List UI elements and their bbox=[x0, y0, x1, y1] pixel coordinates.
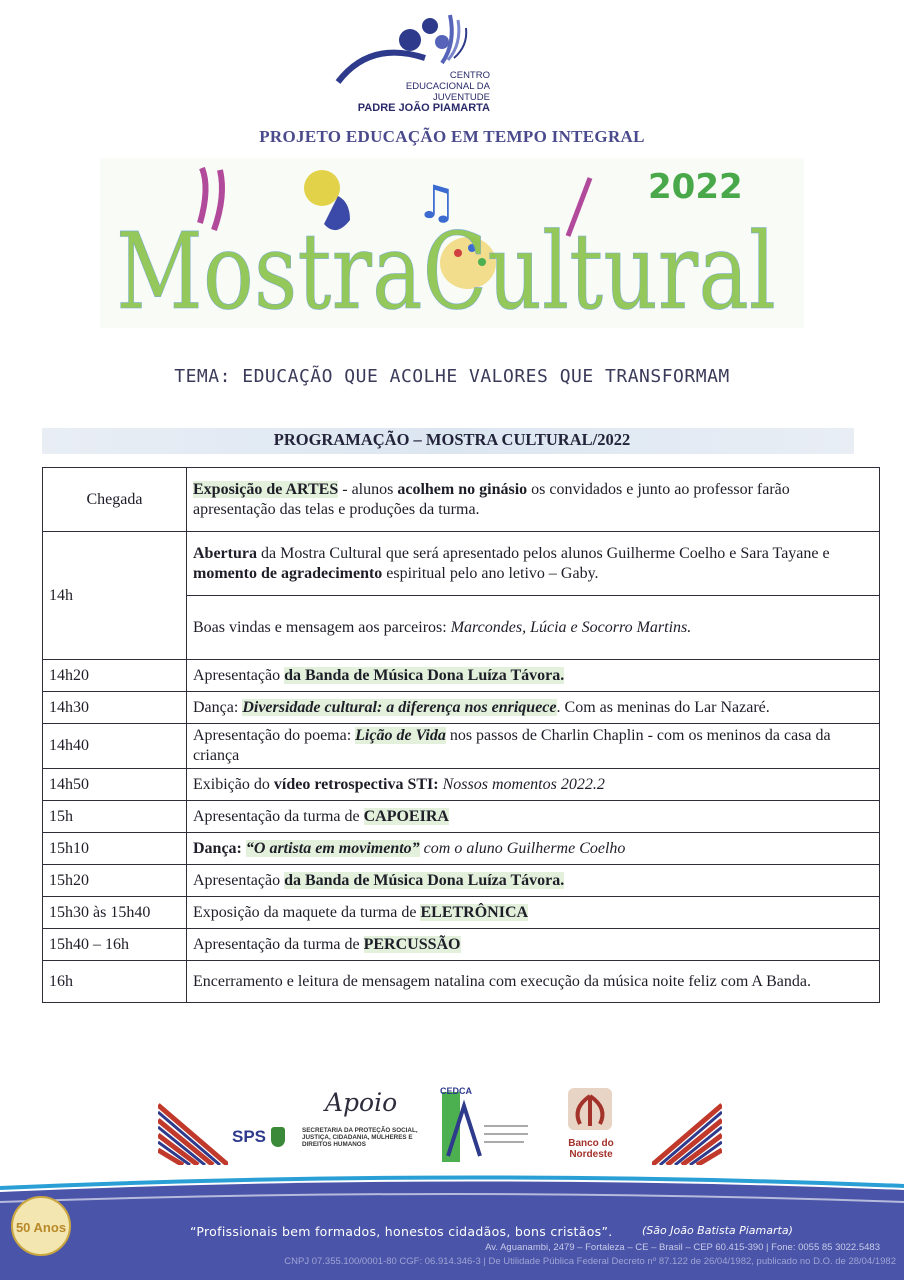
theme-line: TEMA: EDUCAÇÃO QUE ACOLHE VALORES QUE TRANSFORMAM bbox=[174, 366, 730, 387]
activity-highlight: da Banda de Música Dona Luíza Távora. bbox=[284, 871, 565, 889]
activity-text: nos passos de Charlin Chaplin - com os meninos da casa da criança bbox=[193, 727, 831, 764]
activity-highlight bbox=[242, 699, 556, 716]
activity-text: Boas vindas e mensagem aos parceiros: bbox=[193, 618, 451, 636]
time-cell: Chegada bbox=[43, 468, 187, 532]
activity-text: Exibição do bbox=[193, 775, 274, 793]
table-row bbox=[43, 865, 880, 897]
activity-cell bbox=[187, 769, 880, 801]
activity-cell bbox=[187, 897, 880, 929]
activity-italic: Diversidade cultural: a diferença nos enriquece bbox=[242, 698, 557, 716]
motto-text: “Profissionais bem formados, honestos cidadãos, bons cristãos”. bbox=[190, 1224, 613, 1239]
activity-cell bbox=[187, 596, 880, 660]
table-row bbox=[43, 724, 880, 769]
registration-line: CNPJ 07.355.100/0001-80 CGF: 06.914.346-3 | De Utilidade Pública Federal Decreto nº 87.122 de 26/04/1982, publicado no D.O. de 28/04/1982 bbox=[284, 1256, 896, 1267]
banner-year: 2022 bbox=[648, 167, 743, 207]
activity-text: - alunos bbox=[338, 480, 398, 498]
cedca-logo bbox=[440, 1086, 530, 1164]
activity-bold: momento de agradecimento bbox=[193, 564, 383, 582]
table-row bbox=[43, 961, 880, 1003]
activity-bold: Dança: bbox=[193, 839, 246, 857]
activity-text: Apresentação bbox=[193, 666, 285, 684]
activity-italic: Nossos momentos 2022.2 bbox=[438, 775, 605, 793]
bnb-label: Banco do Nordeste bbox=[568, 1138, 614, 1160]
activity-cell bbox=[187, 692, 880, 724]
mostra-cultural-banner bbox=[100, 158, 804, 328]
activity-text: Exposição da maquete da turma de bbox=[193, 903, 421, 921]
time-cell: 14h50 bbox=[43, 769, 187, 801]
activity-bold: acolhem no ginásio bbox=[397, 480, 528, 498]
activity-text: Apresentação bbox=[193, 871, 285, 889]
activity-highlight: Exposição de ARTES bbox=[193, 480, 339, 498]
activity-text: Dança: bbox=[193, 698, 243, 716]
activity-italic: “O artista em movimento” bbox=[245, 839, 420, 857]
activity-text: espiritual pelo ano letivo – Gaby. bbox=[382, 564, 599, 582]
table-row bbox=[43, 532, 880, 596]
activity-bold: Abertura bbox=[193, 544, 257, 562]
table-row bbox=[43, 692, 880, 724]
activity-text: Apresentação da turma de bbox=[193, 807, 364, 825]
time-cell: 15h30 às 15h40 bbox=[43, 897, 187, 929]
sps-secretariat bbox=[302, 1127, 422, 1148]
activity-text: da Mostra Cultural que será apresentado pelos alunos Guilherme Coelho e Sara Tayane e bbox=[256, 544, 830, 562]
motto-author: (São João Batista Piamarta) bbox=[642, 1224, 793, 1237]
table-row bbox=[43, 769, 880, 801]
activity-italic: Marcondes, Lúcia e Socorro Martins. bbox=[450, 618, 692, 636]
activity-cell: Encerramento e leitura de mensagem natalina com execução da música noite feliz com A Banda. bbox=[187, 961, 880, 1003]
schedule-table bbox=[42, 467, 880, 1003]
activity-highlight: PERCUSSÃO bbox=[363, 935, 461, 953]
50-years-badge bbox=[10, 1192, 72, 1264]
theater-mask-icon bbox=[304, 170, 340, 206]
table-row bbox=[43, 660, 880, 692]
activity-cell bbox=[187, 865, 880, 897]
activity-highlight: da Banda de Música Dona Luíza Távora. bbox=[284, 666, 565, 684]
activity-cell bbox=[187, 660, 880, 692]
decorative-stripes-left bbox=[158, 1095, 228, 1165]
activity-italic: com o aluno Guilherme Coelho bbox=[419, 839, 626, 857]
activity-highlight: ELETRÔNICA bbox=[420, 903, 529, 921]
music-note-icon: ♫ bbox=[416, 175, 458, 229]
table-row bbox=[43, 801, 880, 833]
project-title: PROJETO EDUCAÇÃO EM TEMPO INTEGRAL bbox=[259, 127, 645, 146]
activity-text: Apresentação do poema: bbox=[193, 727, 356, 744]
activity-italic: Lição de Vida bbox=[355, 727, 446, 744]
activity-cell bbox=[187, 468, 880, 532]
activity-cell bbox=[187, 929, 880, 961]
table-row bbox=[43, 468, 880, 532]
time-cell: 15h20 bbox=[43, 865, 187, 897]
program-title: PROGRAMAÇÃO – MOSTRA CULTURAL/2022 bbox=[273, 430, 631, 449]
activity-text: . Com as meninas do Lar Nazaré. bbox=[556, 698, 770, 716]
time-cell: 15h10 bbox=[43, 833, 187, 865]
time-cell: 14h bbox=[43, 532, 187, 660]
activity-text: os convidados e junto ao professor farão apresentação das telas e produções da turma. bbox=[193, 480, 790, 518]
badge-text: 50 Anos bbox=[15, 1220, 67, 1235]
logo-line-3: PADRE JOÃO PIAMARTA bbox=[357, 102, 490, 114]
logo-line-1: CENTRO bbox=[449, 70, 490, 81]
table-row bbox=[43, 929, 880, 961]
time-cell: 15h bbox=[43, 801, 187, 833]
activity-cell bbox=[187, 833, 880, 865]
time-cell: 16h bbox=[43, 961, 187, 1003]
state-crest-icon bbox=[271, 1127, 285, 1147]
cedca-label: CEDCA bbox=[440, 1086, 473, 1096]
time-cell: 14h40 bbox=[43, 724, 187, 769]
activity-cell bbox=[187, 532, 880, 596]
activity-cell bbox=[187, 724, 880, 769]
logo-line-2: EDUCACIONAL DA JUVENTUDE bbox=[405, 81, 490, 103]
logo-text bbox=[350, 70, 490, 114]
table-row bbox=[43, 897, 880, 929]
activity-bold: vídeo retrospectiva STI: bbox=[273, 775, 439, 793]
time-cell: 15h40 – 16h bbox=[43, 929, 187, 961]
table-row bbox=[43, 833, 880, 865]
sps-label: SPS bbox=[232, 1127, 267, 1146]
apoio-label: Apoio bbox=[325, 1088, 398, 1117]
decorative-stripes-right bbox=[652, 1095, 722, 1165]
sps-logo bbox=[232, 1127, 285, 1147]
sps-secretariat-text: SECRETARIA DA PROTEÇÃO SOCIAL, JUSTIÇA, CIDADANIA, MULHERES E DIREITOS HUMANOS bbox=[302, 1127, 418, 1148]
banner-title: MostraCultural bbox=[116, 210, 776, 328]
activity-text: Apresentação da turma de bbox=[193, 935, 364, 953]
activity-highlight bbox=[246, 840, 420, 857]
time-cell: 14h20 bbox=[43, 660, 187, 692]
activity-highlight: CAPOEIRA bbox=[363, 807, 449, 825]
address-line: Av. Aguanambi, 2479 – Fortaleza – CE – Brasil – CEP 60.415-390 | Fone: 0055 85 3022.5483 bbox=[485, 1242, 880, 1253]
activity-highlight bbox=[355, 727, 446, 744]
activity-cell bbox=[187, 801, 880, 833]
time-cell: 14h30 bbox=[43, 692, 187, 724]
